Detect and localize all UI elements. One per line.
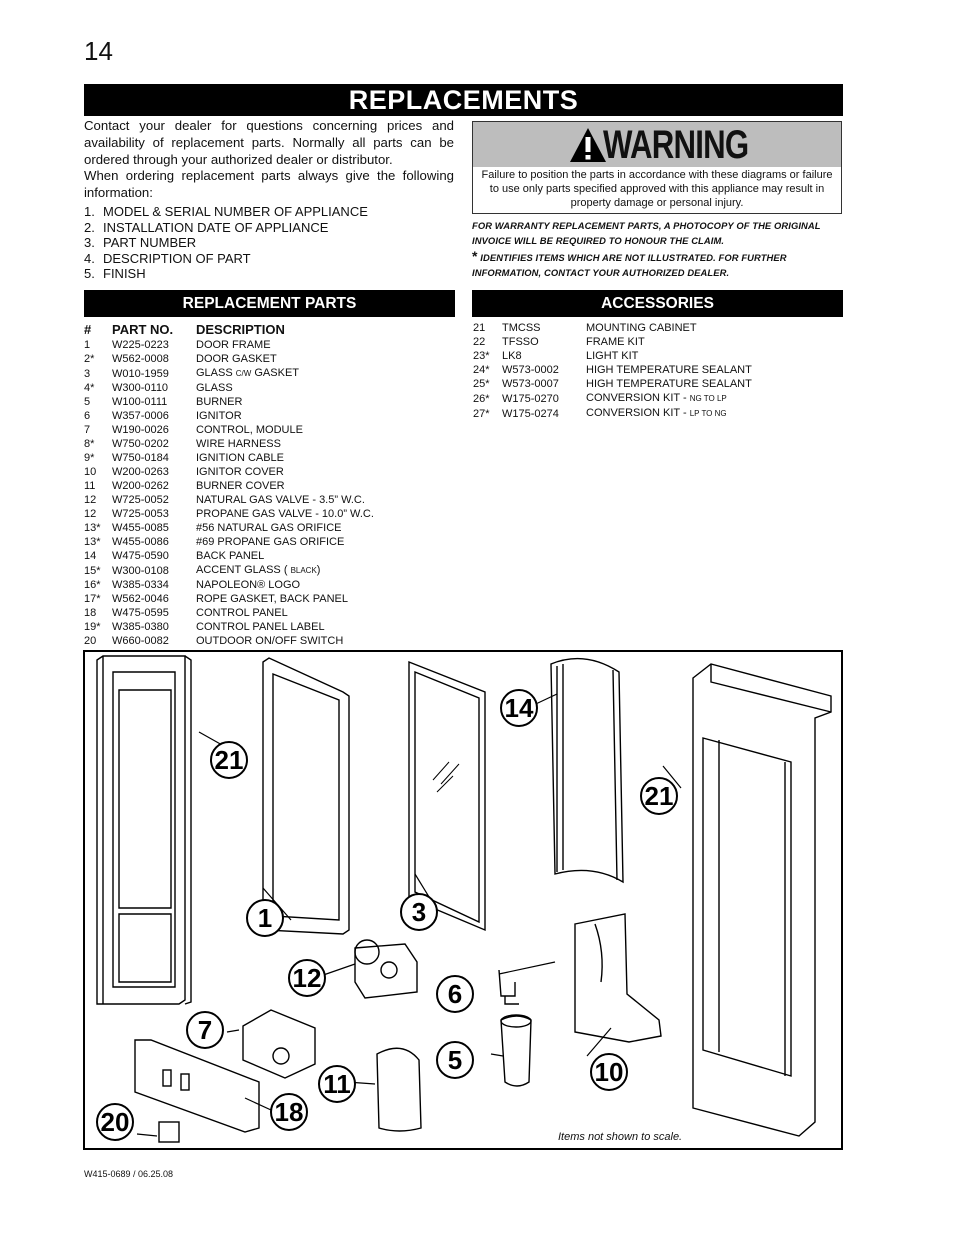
table-row	[473, 321, 836, 335]
part-description: NATURAL GAS VALVE - 3.5” W.C.	[196, 494, 365, 506]
item-number: 16*	[84, 579, 101, 591]
part-description: CONVERSION KIT - LP TO NG	[586, 407, 727, 419]
part-number: W455-0085	[112, 522, 169, 534]
part-description: PROPANE GAS VALVE - 10.0” W.C.	[196, 508, 374, 520]
callout-label: 21	[214, 745, 244, 775]
item-number: 10	[84, 466, 97, 478]
table-row	[84, 563, 456, 578]
table-row	[84, 381, 456, 395]
column-header: #	[84, 322, 92, 337]
table-row	[84, 451, 456, 465]
intro-text	[84, 118, 454, 202]
switch-drawing	[159, 1122, 179, 1142]
ordering-info-list	[84, 204, 454, 282]
control-panel-drawing	[135, 1040, 259, 1132]
accessories-header: ACCESSORIES	[472, 290, 843, 317]
table-row	[84, 352, 456, 366]
part-description: IGNITOR COVER	[196, 466, 284, 478]
replacement-parts-table	[84, 321, 456, 648]
callout-label: 3	[411, 897, 427, 927]
part-number: W357-0006	[112, 410, 169, 422]
item-number: 11	[84, 480, 96, 492]
item-number: 20	[84, 635, 97, 647]
callout-label: 5	[447, 1045, 463, 1075]
part-number: W750-0184	[112, 452, 169, 464]
callout-label: 6	[447, 979, 463, 1009]
item-number: 24*	[473, 364, 490, 376]
part-description: CONTROL, MODULE	[196, 424, 303, 436]
part-number: W573-0007	[502, 378, 559, 390]
warranty-text: FOR WARRANTY REPLACEMENT PARTS, A PHOTOCOPY OF THE ORIGINAL INVOICE WILL BE REQUIRED TO HONOUR THE CLAIM.	[472, 220, 821, 247]
scale-note: Items not shown to scale.	[558, 1131, 683, 1143]
part-number: W750-0202	[112, 438, 169, 450]
item-number: 12	[84, 508, 97, 520]
table-row	[84, 521, 456, 535]
item-number: 5	[84, 396, 91, 408]
part-number: W200-0263	[112, 466, 169, 478]
callout-label: 12	[292, 963, 322, 993]
star-note: * IDENTIFIES ITEMS WHICH ARE NOT ILLUSTRATED. FOR FURTHER INFORMATION, CONTACT YOUR AUTHORIZED DEALER.	[472, 247, 787, 279]
part-number: W725-0053	[112, 508, 169, 520]
part-description: WIRE HARNESS	[196, 438, 281, 450]
item-number: 26*	[473, 392, 490, 405]
table-row	[473, 335, 836, 349]
callout-label: 18	[274, 1097, 304, 1127]
table-row	[84, 549, 456, 563]
item-number: 14	[84, 550, 97, 562]
part-number: W300-0108	[112, 564, 169, 577]
callout-label: 10	[594, 1057, 624, 1087]
part-description: GLASS C/W GASKET	[196, 367, 299, 379]
burner-cover-drawing	[377, 1048, 421, 1131]
page-title: REPLACEMENTS	[84, 84, 843, 116]
ignitor-cover-drawing	[575, 914, 661, 1042]
item-number: 15*	[84, 564, 101, 577]
callout-label: 20	[100, 1107, 130, 1137]
table-row	[473, 406, 836, 421]
list-item: 2. INSTALLATION DATE OF APPLIANCE	[84, 219, 329, 235]
part-number: W385-0380	[112, 621, 169, 633]
warning-title: WARNING	[603, 123, 749, 167]
part-description: BURNER COVER	[196, 480, 285, 492]
intro-paragraph-1: Contact your dealer for questions concerning prices and availability of replacement parts. Normally all parts can be ordered through your authorized dealer or distributor.	[84, 118, 454, 167]
part-number: W385-0334	[112, 579, 169, 591]
item-number: 4*	[84, 382, 95, 394]
table-row	[84, 465, 456, 479]
table-row	[84, 437, 456, 451]
part-description: MOUNTING CABINET	[586, 322, 697, 334]
callout-label: 1	[257, 903, 273, 933]
glass-panel-drawing	[409, 662, 485, 930]
part-description: CONTROL PANEL	[196, 607, 288, 619]
table-row	[84, 395, 456, 409]
item-number: 12	[84, 494, 97, 506]
part-number: W725-0052	[112, 494, 169, 506]
exploded-parts-diagram	[83, 650, 843, 1150]
table-row	[473, 377, 836, 391]
table-row	[84, 634, 456, 648]
part-description: ROPE GASKET, BACK PANEL	[196, 593, 349, 605]
list-item: 3. PART NUMBER	[84, 235, 197, 251]
item-number: 8*	[84, 438, 95, 450]
list-item: 4. DESCRIPTION OF PART	[84, 250, 251, 266]
column-header: PART NO.	[112, 322, 174, 337]
intro-paragraph-2: When ordering replacement parts always give the following information:	[84, 168, 454, 201]
table-row	[84, 479, 456, 493]
warranty-note	[472, 218, 844, 281]
item-number: 7	[84, 424, 91, 436]
table-row	[84, 507, 456, 521]
callout-label: 21	[644, 781, 674, 811]
gas-valve-drawing	[355, 944, 417, 998]
item-number: 2*	[84, 353, 95, 365]
table-row	[84, 592, 456, 606]
item-number: 22	[473, 336, 486, 348]
part-number: W475-0590	[112, 550, 169, 562]
table-header-row	[84, 321, 456, 338]
warning-box	[472, 121, 842, 214]
part-description: NAPOLEON® LOGO	[196, 579, 301, 591]
part-description: GLASS	[196, 382, 233, 394]
item-number: 6	[84, 410, 91, 422]
warning-header	[473, 122, 841, 167]
part-number: W010-1959	[112, 367, 169, 380]
item-number: 13*	[84, 522, 101, 534]
warning-text: Failure to position the parts in accordance with these diagrams or failure to use only parts specified approved with this appliance may result in property damage or personal injury.	[481, 169, 833, 209]
part-number: W300-0110	[112, 382, 169, 394]
item-number: 3	[84, 367, 91, 380]
item-number: 9*	[84, 452, 95, 464]
part-number: TFSSO	[502, 336, 539, 348]
part-number: TMCSS	[502, 322, 541, 334]
part-description: #69 PROPANE GAS ORIFICE	[196, 536, 345, 548]
back-panel-drawing	[551, 659, 623, 882]
table-row	[84, 493, 456, 507]
part-description: CONTROL PANEL LABEL	[196, 621, 325, 633]
item-number: 18	[84, 607, 97, 619]
part-number: LK8	[502, 350, 522, 362]
accessories-table	[473, 321, 836, 421]
table-row	[84, 606, 456, 620]
parts-illustration	[85, 652, 841, 1148]
part-description: HIGH TEMPERATURE SEALANT	[586, 364, 752, 376]
list-item: 5. FINISH	[84, 266, 146, 282]
part-description: CONVERSION KIT - NG TO LP	[586, 392, 727, 404]
callout-label: 7	[197, 1015, 213, 1045]
part-description: BURNER	[196, 396, 243, 408]
item-number: 17*	[84, 593, 101, 605]
mounting-cabinet-drawing	[693, 664, 831, 1136]
part-number: W475-0595	[112, 607, 169, 619]
part-description: #56 NATURAL GAS ORIFICE	[196, 522, 342, 534]
part-number: W660-0082	[112, 635, 169, 647]
item-number: 25*	[473, 378, 490, 390]
item-number: 1	[84, 339, 91, 351]
part-description: IGNITOR	[196, 410, 242, 422]
column-header: DESCRIPTION	[196, 322, 285, 337]
door-frame-drawing	[97, 656, 185, 1004]
part-description: LIGHT KIT	[586, 350, 639, 362]
table-row	[84, 620, 456, 634]
table-row	[84, 578, 456, 592]
table-row	[84, 338, 456, 352]
control-module-drawing	[243, 1010, 315, 1078]
part-description: DOOR FRAME	[196, 339, 271, 351]
part-description: ACCENT GLASS ( BLACK)	[196, 564, 321, 576]
part-number: W100-0111	[112, 396, 168, 408]
part-description: HIGH TEMPERATURE SEALANT	[586, 378, 752, 390]
part-description: BACK PANEL	[196, 550, 265, 562]
part-description: OUTDOOR ON/OFF SWITCH	[196, 635, 344, 647]
callout-label: 14	[504, 693, 534, 723]
item-number: 23*	[473, 350, 490, 362]
part-number: W562-0008	[112, 353, 169, 365]
table-row	[84, 423, 456, 437]
page-number: 14	[84, 36, 113, 66]
part-number: W455-0086	[112, 536, 169, 548]
item-number: 13*	[84, 536, 101, 548]
part-description: DOOR GASKET	[196, 353, 277, 365]
replacement-parts-header: REPLACEMENT PARTS	[84, 290, 455, 317]
item-number: 21	[473, 322, 486, 334]
table-row	[473, 349, 836, 363]
part-number: W225-0223	[112, 339, 169, 351]
table-row	[84, 366, 456, 381]
table-row	[473, 391, 836, 406]
part-number: W573-0002	[502, 364, 559, 376]
table-row	[84, 535, 456, 549]
part-description: FRAME KIT	[586, 336, 645, 348]
ignitor-drawing	[499, 970, 519, 1004]
list-item: 1. MODEL & SERIAL NUMBER OF APPLIANCE	[84, 204, 368, 219]
callout-label: 11	[323, 1069, 351, 1099]
part-number: W200-0262	[112, 480, 169, 492]
warning-triangle-icon	[569, 126, 607, 164]
part-number: W562-0046	[112, 593, 169, 605]
part-number: W190-0026	[112, 424, 169, 436]
item-number: 19*	[84, 621, 101, 633]
item-number: 27*	[473, 407, 490, 420]
document-code: W415-0689 / 06.25.08	[84, 1169, 174, 1179]
part-number: W175-0274	[502, 407, 559, 420]
table-row	[84, 409, 456, 423]
part-number: W175-0270	[502, 392, 559, 405]
table-row	[473, 363, 836, 377]
part-description: IGNITION CABLE	[196, 452, 285, 464]
